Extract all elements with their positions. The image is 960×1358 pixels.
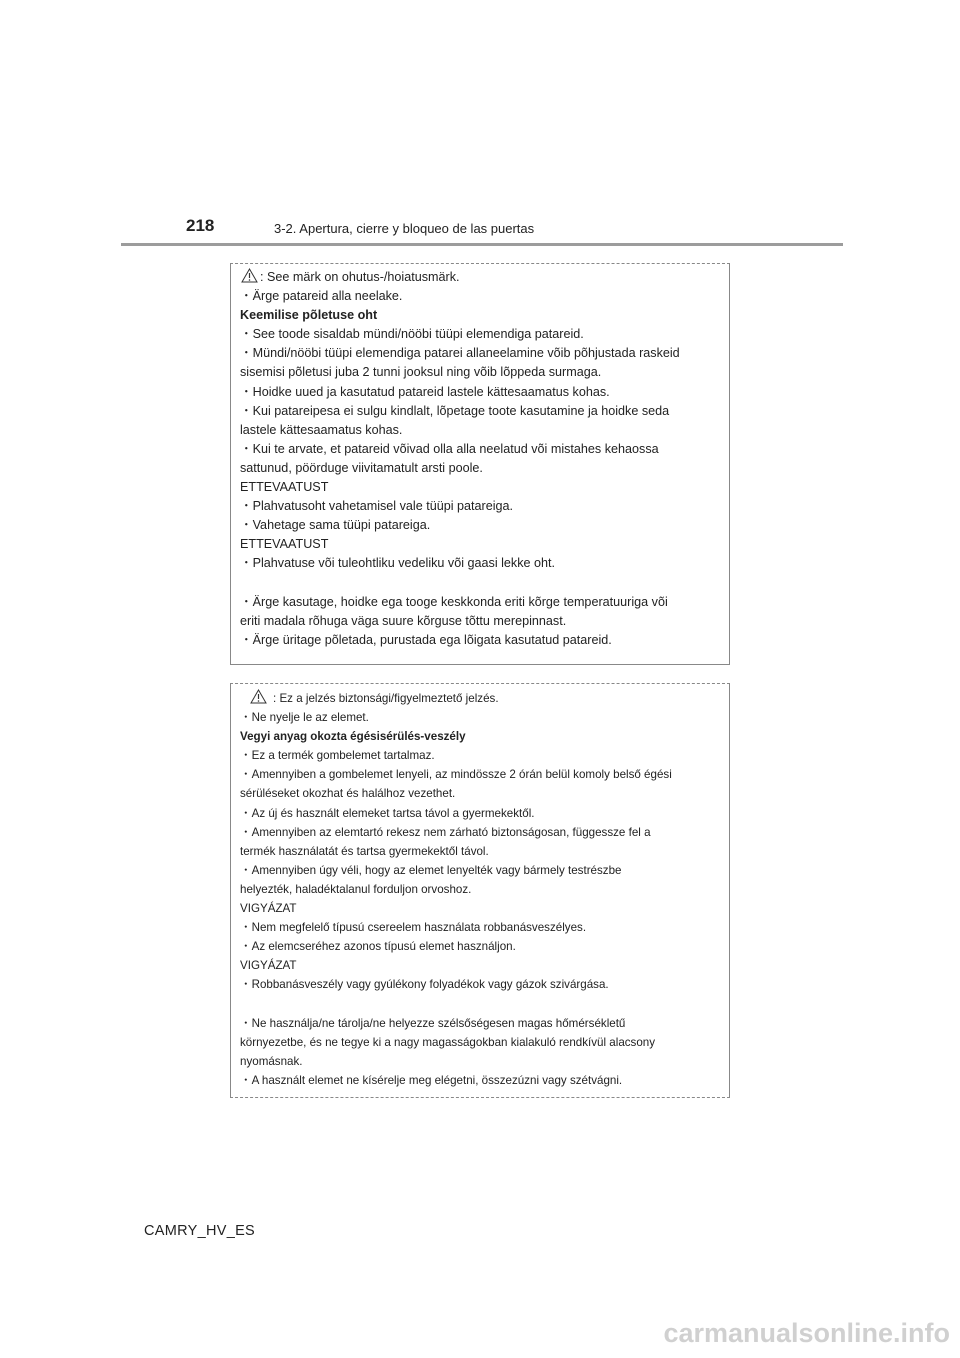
- text-line: ・Ärge üritage põletada, purustada ega lõigata kasutatud patareid.: [240, 632, 612, 647]
- page-number: 218: [186, 216, 215, 235]
- text-line: eriti madala rõhuga väga suure kõrguse tõttu merepinnast.: [240, 613, 567, 628]
- warning-symbol-text: : Ez a jelzés biztonsági/figyelmeztető jelzés.: [273, 692, 499, 705]
- caution-heading: ETTEVAATUST: [240, 537, 329, 552]
- text-line: ・Ne használja/ne tárolja/ne helyezze szélsőségesen magas hőmérsékletű: [240, 1016, 626, 1030]
- text-line: ・Vahetage sama tüüpi patareiga.: [240, 518, 431, 533]
- section-title: 3-2. Apertura, cierre y bloqueo de las puertas: [274, 221, 535, 236]
- text-line: sérüléseket okozhat és halálhoz vezethet.: [240, 787, 456, 801]
- text-line: ・Amennyiben az elemtartó rekesz nem zárható biztonságosan, függessze fel a: [240, 825, 651, 839]
- text-line: környezetbe, és ne tegye ki a nagy magasságokban kialakuló rendkívül alacsony: [240, 1035, 656, 1049]
- text-line: ・Az elemcseréhez azonos típusú elemet használjon.: [240, 940, 516, 954]
- blank-line: [240, 574, 729, 593]
- text-line: lastele kättesaamatus kohas.: [240, 422, 403, 437]
- caution-heading: VIGYÁZAT: [240, 902, 297, 916]
- warning-box-hungarian: [230, 683, 730, 1098]
- model-code: CAMRY_HV_ES: [144, 1223, 256, 1239]
- warning-symbol-line: [240, 268, 729, 287]
- caution-heading: ETTEVAATUST: [240, 480, 329, 495]
- section-heading: Keemilise põletuse oht: [240, 308, 378, 323]
- text-line: ・Amennyiben a gombelemet lenyeli, az mindössze 2 órán belül komoly belső égési: [240, 768, 672, 782]
- text-line: ・A használt elemet ne kísérelje meg elégetni, összezúzni vagy szétvágni.: [240, 1073, 623, 1087]
- text-line: ・Nem megfelelő típusú csereelem használata robbanásveszélyes.: [240, 921, 587, 935]
- text-line: ・Plahvatusoht vahetamisel vale tüüpi patareiga.: [240, 499, 514, 514]
- text-line: nyomásnak.: [240, 1054, 303, 1068]
- text-line: ・Amennyiben úgy véli, hogy az elemet lenyelték vagy bármely testrészbe: [240, 863, 622, 877]
- header-divider: [121, 243, 843, 246]
- text-line: ・Robbanásveszély vagy gyúlékony folyadékok vagy gázok szivárgása.: [240, 978, 609, 992]
- blank-line: [240, 995, 729, 1014]
- text-line: ・See toode sisaldab mündi/nööbi tüüpi elemendiga patareid.: [240, 327, 584, 342]
- text-line: ・Ez a termék gombelemet tartalmaz.: [240, 749, 435, 763]
- warning-triangle-icon: [250, 689, 267, 704]
- text-line: ・Mündi/nööbi tüüpi elemendiga patarei allaneelamine võib põhjustada raskeid: [240, 346, 680, 361]
- text-line: ・Ärge patareid alla neelake.: [240, 289, 403, 304]
- text-line: ・Az új és használt elemeket tartsa távol a gyermekektől.: [240, 806, 535, 820]
- text-line: ・Ne nyelje le az elemet.: [240, 711, 369, 725]
- warning-symbol-line: [240, 689, 729, 708]
- watermark: carmanualsonline.info: [663, 1318, 950, 1348]
- text-line: ・Plahvatuse või tuleohtliku vedeliku või gaasi lekke oht.: [240, 556, 556, 571]
- text-line: ・Hoidke uued ja kasutatud patareid lastele kättesaamatus kohas.: [240, 384, 610, 399]
- warning-symbol-text: : See märk on ohutus-/hoiatusmärk.: [260, 270, 460, 284]
- warning-box-estonian: [230, 263, 730, 665]
- text-line: sisemisi põletusi juba 2 tunni jooksul ning võib lõppeda surmaga.: [240, 365, 602, 380]
- warning-triangle-icon: [241, 268, 258, 283]
- text-line: ・Kui patareipesa ei sulgu kindlalt, lõpetage toote kasutamine ja hoidke seda: [240, 403, 670, 418]
- text-line: termék használatát és tartsa gyermekektől távol.: [240, 844, 489, 858]
- text-line: ・Ärge kasutage, hoidke ega tooge keskkonda eriti kõrge temperatuuriga või: [240, 594, 668, 609]
- page-header: [0, 0, 960, 250]
- section-heading: Vegyi anyag okozta égésisérülés-veszély: [240, 730, 466, 744]
- text-line: ・Kui te arvate, et patareid võivad olla alla neelatud või mistahes kehaossa: [240, 441, 659, 456]
- text-line: helyezték, haladéktalanul forduljon orvoshoz.: [240, 882, 472, 896]
- caution-heading: VIGYÁZAT: [240, 959, 297, 973]
- text-line: sattunud, pöörduge viivitamatult arsti poole.: [240, 460, 483, 475]
